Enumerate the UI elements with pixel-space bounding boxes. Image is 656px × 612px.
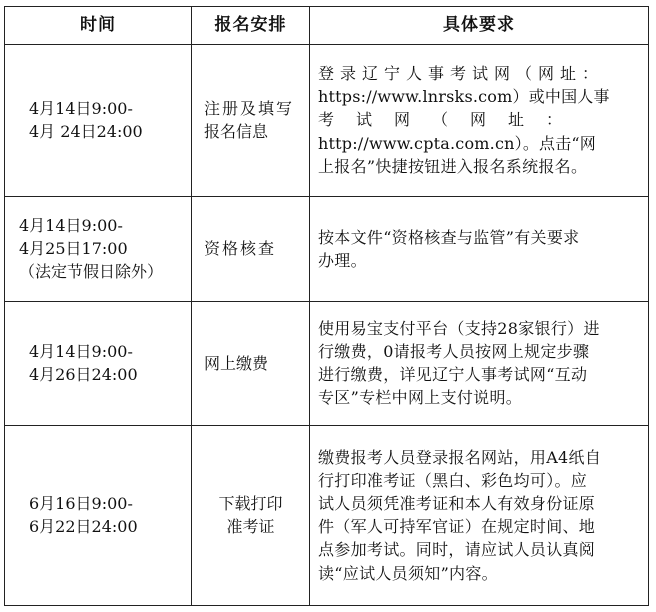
time-cell [5, 301, 192, 425]
time-end: 4月26日24:00 [29, 365, 138, 385]
arrangement-text: 下载打印 [218, 494, 283, 514]
requirements-text: 行缴费，0请报考人员按网上规定步骤 [318, 342, 590, 362]
arrangement-text: 注册及填写 [204, 98, 295, 118]
time-end: 4月25日17:00 [19, 239, 128, 259]
requirements-text: 办理。 [318, 250, 367, 270]
requirements-text: 上报名”快捷按钮进入报名系统报名。 [318, 156, 588, 176]
requirements-text: 考试网（网址： [318, 110, 585, 130]
arrangement-text: 网上缴费 [204, 353, 269, 373]
requirements-cell [310, 425, 649, 605]
time-start: 6月16日9:00- [29, 494, 133, 514]
time-start: 4月14日9:00- [29, 98, 133, 118]
header-time: 时间 [5, 7, 192, 45]
header-arrangement: 报名安排 [192, 7, 310, 45]
arrangement-text: 报名信息 [204, 122, 269, 141]
requirements-text: 点参加考试。同时，请应试人员认真阅 [318, 540, 596, 560]
arrangement-text: 准考证 [226, 517, 275, 537]
requirements-cell [310, 196, 649, 301]
requirements-cell [310, 44, 649, 196]
time-note: （法定节假日除外） [19, 262, 164, 282]
requirements-text: 进行缴费，详见辽宁人事考试网“互动 [318, 365, 588, 385]
table-header-row [5, 7, 649, 45]
requirements-text: 专区”专栏中网上支付说明。 [318, 388, 523, 408]
requirements-text: 读“应试人员须知”内容。 [318, 563, 498, 583]
time-end: 6月22日24:00 [29, 517, 138, 537]
time-cell [5, 44, 192, 196]
arrangement-cell [192, 301, 310, 425]
requirements-text: http://www.cpta.com.cn）。点击“网 [318, 133, 597, 153]
requirements-text: 使用易宝支付平台（支持28家银行）进 [318, 318, 600, 338]
arrangement-text: 资格核查 [204, 239, 277, 259]
table-row [5, 301, 649, 425]
table-row [5, 425, 649, 605]
time-start: 4月14日9:00- [29, 342, 133, 362]
requirements-text: 试人员须凭准考证和本人有效身份证原 [318, 494, 596, 514]
header-requirements: 具体要求 [310, 7, 649, 45]
arrangement-cell [192, 425, 310, 605]
time-cell [5, 196, 192, 301]
requirements-cell [310, 301, 649, 425]
table-row [5, 196, 649, 301]
time-end: 4月 24日24:00 [29, 122, 143, 141]
requirements-text: 件（军人可持军官证）在规定时间、地 [318, 517, 596, 537]
registration-schedule-table [4, 6, 649, 606]
requirements-text: 登录辽宁人事考试网（网址： [318, 64, 605, 84]
requirements-text: 按本文件“资格核查与监管”有关要求 [318, 227, 580, 247]
time-start: 4月14日9:00- [19, 215, 123, 235]
time-cell [5, 425, 192, 605]
arrangement-cell [192, 196, 310, 301]
table-row [5, 44, 649, 196]
arrangement-cell [192, 44, 310, 196]
requirements-text: https://www.lnrsks.com）或中国人事 [318, 87, 610, 107]
requirements-text: 缴费报考人员登录报名网站，用A4纸自 [318, 447, 602, 467]
requirements-text: 行打印准考证（黑白、彩色均可）。应 [318, 470, 588, 490]
